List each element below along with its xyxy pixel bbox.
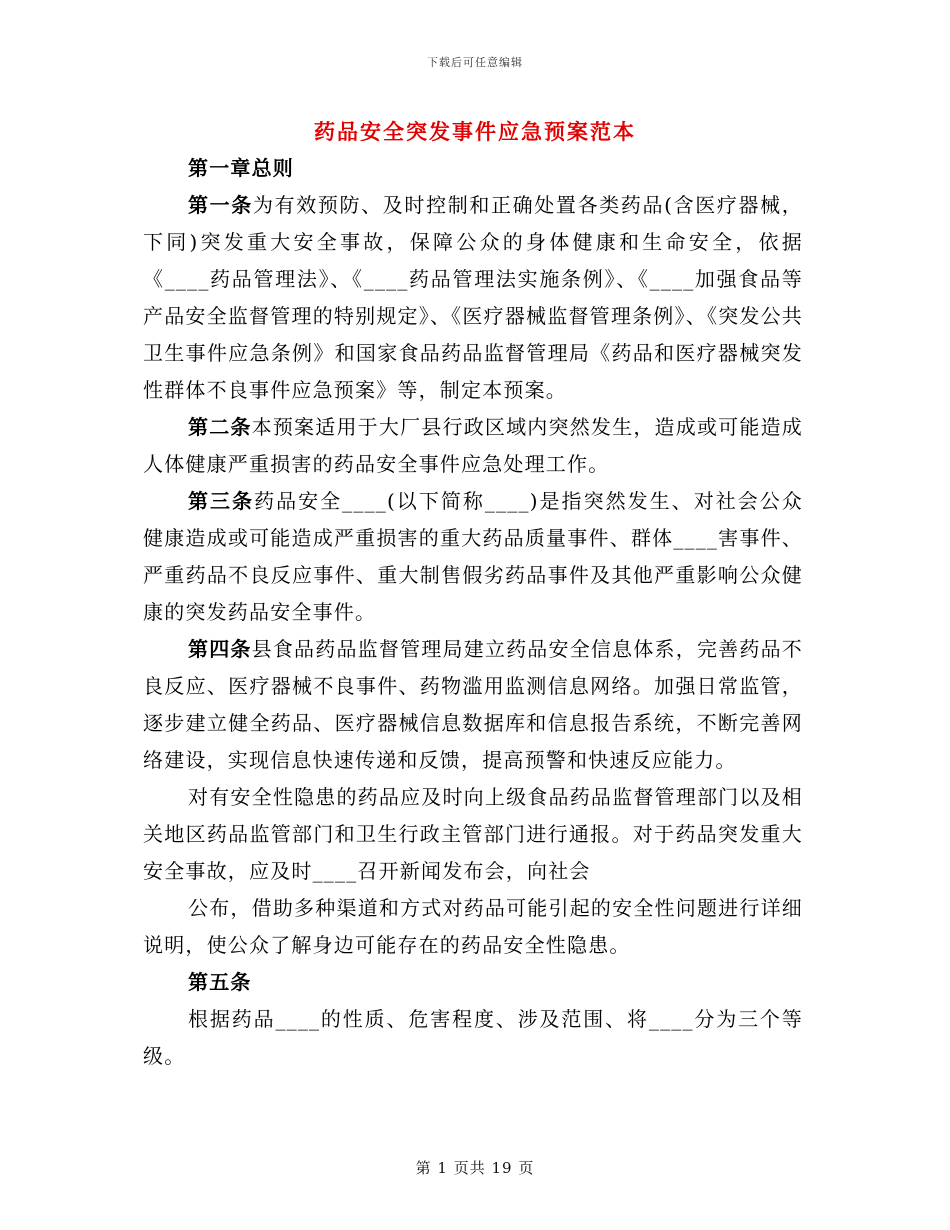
article-2-text: 本预案适用于大厂县行政区域内突然发生，造成或可能造成人体健康严重损害的药品安全事件应急处理工作。 <box>143 415 803 476</box>
article-4-text: 县食品药品监督管理局建立药品安全信息体系，完善药品不良反应、医疗器械不良事件、药物滥用监测信息网络。加强日常监管，逐步建立健全药品、医疗器械信息数据库和信息报告系统，不断完善网络建设，实现信息快速传递和反馈，提高预警和快速反应能力。 <box>143 637 803 772</box>
document-body <box>143 150 803 1075</box>
article-3-label: 第三条 <box>188 489 255 513</box>
article-4-label: 第四条 <box>188 637 252 661</box>
document-title: 药品安全突发事件应急预案范本 <box>314 119 636 144</box>
paragraph-levels: 根据药品____的性质、危害程度、涉及范围、将____分为三个等级。 <box>143 1007 803 1068</box>
page-footer: 第 1 页共 19 页 <box>415 1159 535 1177</box>
page-header: 下载后可任意编辑 <box>427 56 523 69</box>
article-1-label: 第一条 <box>188 193 253 217</box>
article-5 <box>143 964 803 1001</box>
article-5-label: 第五条 <box>188 970 252 994</box>
article-1 <box>143 187 803 409</box>
chapter-heading: 第一章总则 <box>188 156 294 180</box>
article-2 <box>143 409 803 483</box>
article-4 <box>143 631 803 779</box>
article-3 <box>143 483 803 631</box>
paragraph-report: 对有安全性隐患的药品应及时向上级食品药品监督管理部门以及相关地区药品监管部门和卫生行政主管部门进行通报。对于药品突发重大安全事故，应及时____召开新闻发布会，向社会 <box>143 785 803 883</box>
article-1-text: 为有效预防、及时控制和正确处置各类药品(含医疗器械，下同)突发重大安全事故，保障公众的身体健康和生命安全，依据《____药品管理法》、《____药品管理法实施条例》、《____加强食品等产品安全监督管理的特别规定》、《医疗器械监督管理条例》、《突发公共卫生事件应急条例》和国家食品药品监督管理局《药品和医疗器械突发性群体不良事件应急预案》等，制定本预案。 <box>143 193 803 402</box>
article-3-text: 药品安全____(以下简称____)是指突然发生、对社会公众健康造成或可能造成严重损害的重大药品质量事件、群体____害事件、严重药品不良反应事件、重大制售假劣药品事件及其他严重影响公众健康的突发药品安全事件。 <box>143 489 803 624</box>
article-2-label: 第二条 <box>188 415 252 439</box>
paragraph-publish: 公布，借助多种渠道和方式对药品可能引起的安全性问题进行详细说明，使公众了解身边可能存在的药品安全性隐患。 <box>143 896 803 957</box>
